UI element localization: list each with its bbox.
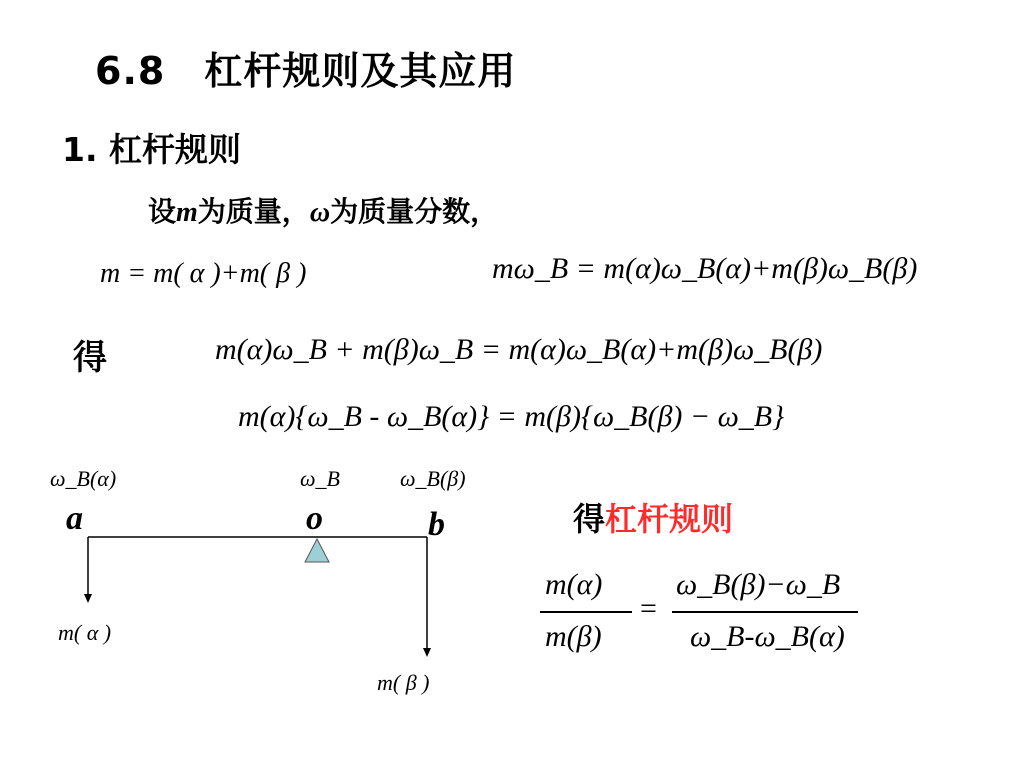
equals-sign: = (640, 592, 657, 625)
fraction-left-denominator: m(β) (545, 620, 602, 653)
fraction-left-numerator: m(α) (545, 568, 603, 601)
definition-mid: 为质量， (197, 195, 310, 228)
definition-w-var: ω (309, 197, 331, 228)
point-o-label: o (306, 500, 323, 537)
mass-beta-label: m( β ) (377, 670, 430, 695)
fulcrum-triangle (305, 539, 329, 562)
equation-rearranged: m(α){ω_B - ω_B(α)} = m(β){ω_B(β) − ω_B} (238, 400, 785, 433)
fraction-right-numerator: ω_B(β)−ω_B (676, 568, 841, 601)
label-omega-o: ω_B (300, 466, 340, 491)
arrow-beta-head (423, 648, 431, 657)
equation-expanded: m(α)ω_B + m(β)ω_B = m(α)ω_B(α)+m(β)ω_B(β) (215, 333, 823, 366)
equation-mass-fraction-sum: mω_B = m(α)ω_B(α)+m(β)ω_B(β) (492, 252, 918, 285)
rule-heading (573, 494, 733, 540)
label-omega-alpha: ω_B(α) (50, 466, 117, 491)
rule-name: 杠杆规则 (605, 500, 734, 538)
point-b-label: b (428, 506, 445, 543)
arrow-alpha-head (84, 594, 92, 603)
definition-m-var: m (176, 197, 198, 228)
fraction-right-bar (672, 611, 858, 613)
de-label: 得 (73, 338, 107, 378)
fraction-left-bar (540, 611, 632, 613)
definition-prefix: 设 (148, 195, 177, 228)
point-a-label: a (66, 500, 83, 537)
fraction-right-denominator: ω_B-ω_B(α) (690, 620, 845, 653)
section-heading: 1. 杠杆规则 (62, 130, 241, 169)
rule-prefix: 得 (573, 500, 606, 538)
mass-alpha-label: m( α ) (58, 620, 112, 645)
page-title: 6.8 杠杆规则及其应用 (95, 49, 517, 93)
equation-mass-sum: m = m( α )+m( β ) (100, 258, 307, 289)
definition-suffix: 为质量分数， (330, 195, 499, 228)
label-omega-beta: ω_B(β) (400, 466, 466, 491)
